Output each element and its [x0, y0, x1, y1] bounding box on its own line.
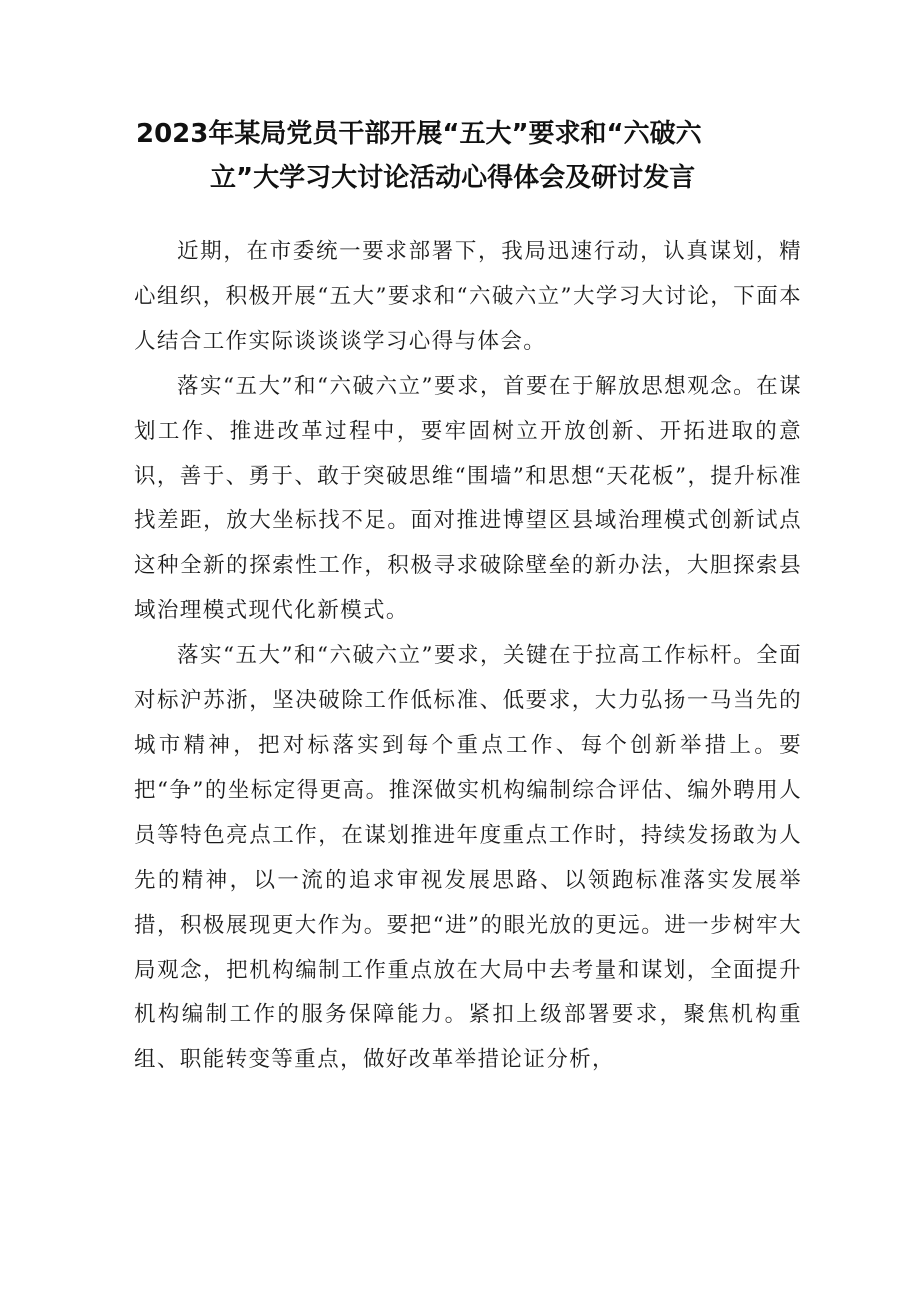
title-line-2: 立”大学习大讨论活动心得体会及研讨发言	[210, 163, 696, 193]
paragraph-3: 落实“五大”和“六破六立”要求，关键在于拉高工作标杆。全面对标沪苏浙，坚决破除工作低标准、低要求，大力弘扬一马当先的城市精神，把对标落实到每个重点工作、每个创新举措上。要把“争”的坐标定得更高。推深做实机构编制综合评估、编外聘用人员等特色亮点工作，在谋划推进年度重点工作时，持续发扬敢为人先的精神，以一流的追求审视发展思路、以领跑标准落实发展举措，积极展现更大作为。要把“进”的眼光放的更远。进一步树牢大局观念，把机构编制工作重点放在大局中去考量和谋划，全面提升机构编制工作的服务保障能力。紧扣上级部署要求，聚焦机构重组、职能转变等重点，做好改革举措论证分析，	[134, 643, 802, 1073]
document-title	[118, 112, 808, 200]
paragraph-1: 近期，在市委统一要求部署下，我局迅速行动，认真谋划，精心组织，积极开展“五大”要求和“六破六立”大学习大讨论，下面本人结合工作实际谈谈谈学习心得与体会。	[134, 239, 802, 354]
paragraph-2: 落实“五大”和“六破六立”要求，首要在于解放思想观念。在谋划工作、推进改革过程中，要牢固树立开放创新、开拓进取的意识，善于、勇于、敢于突破思维“围墙”和思想“天花板”，提升标准找差距，放大坐标找不足。面对推进博望区县域治理模式创新试点这种全新的探索性工作，积极寻求破除壁垒的新办法，大胆探索县域治理模式现代化新模式。	[134, 373, 802, 624]
title-line-1: 2023年某局党员干部开展“五大”要求和“六破六	[136, 119, 702, 149]
document-body	[134, 230, 802, 1083]
